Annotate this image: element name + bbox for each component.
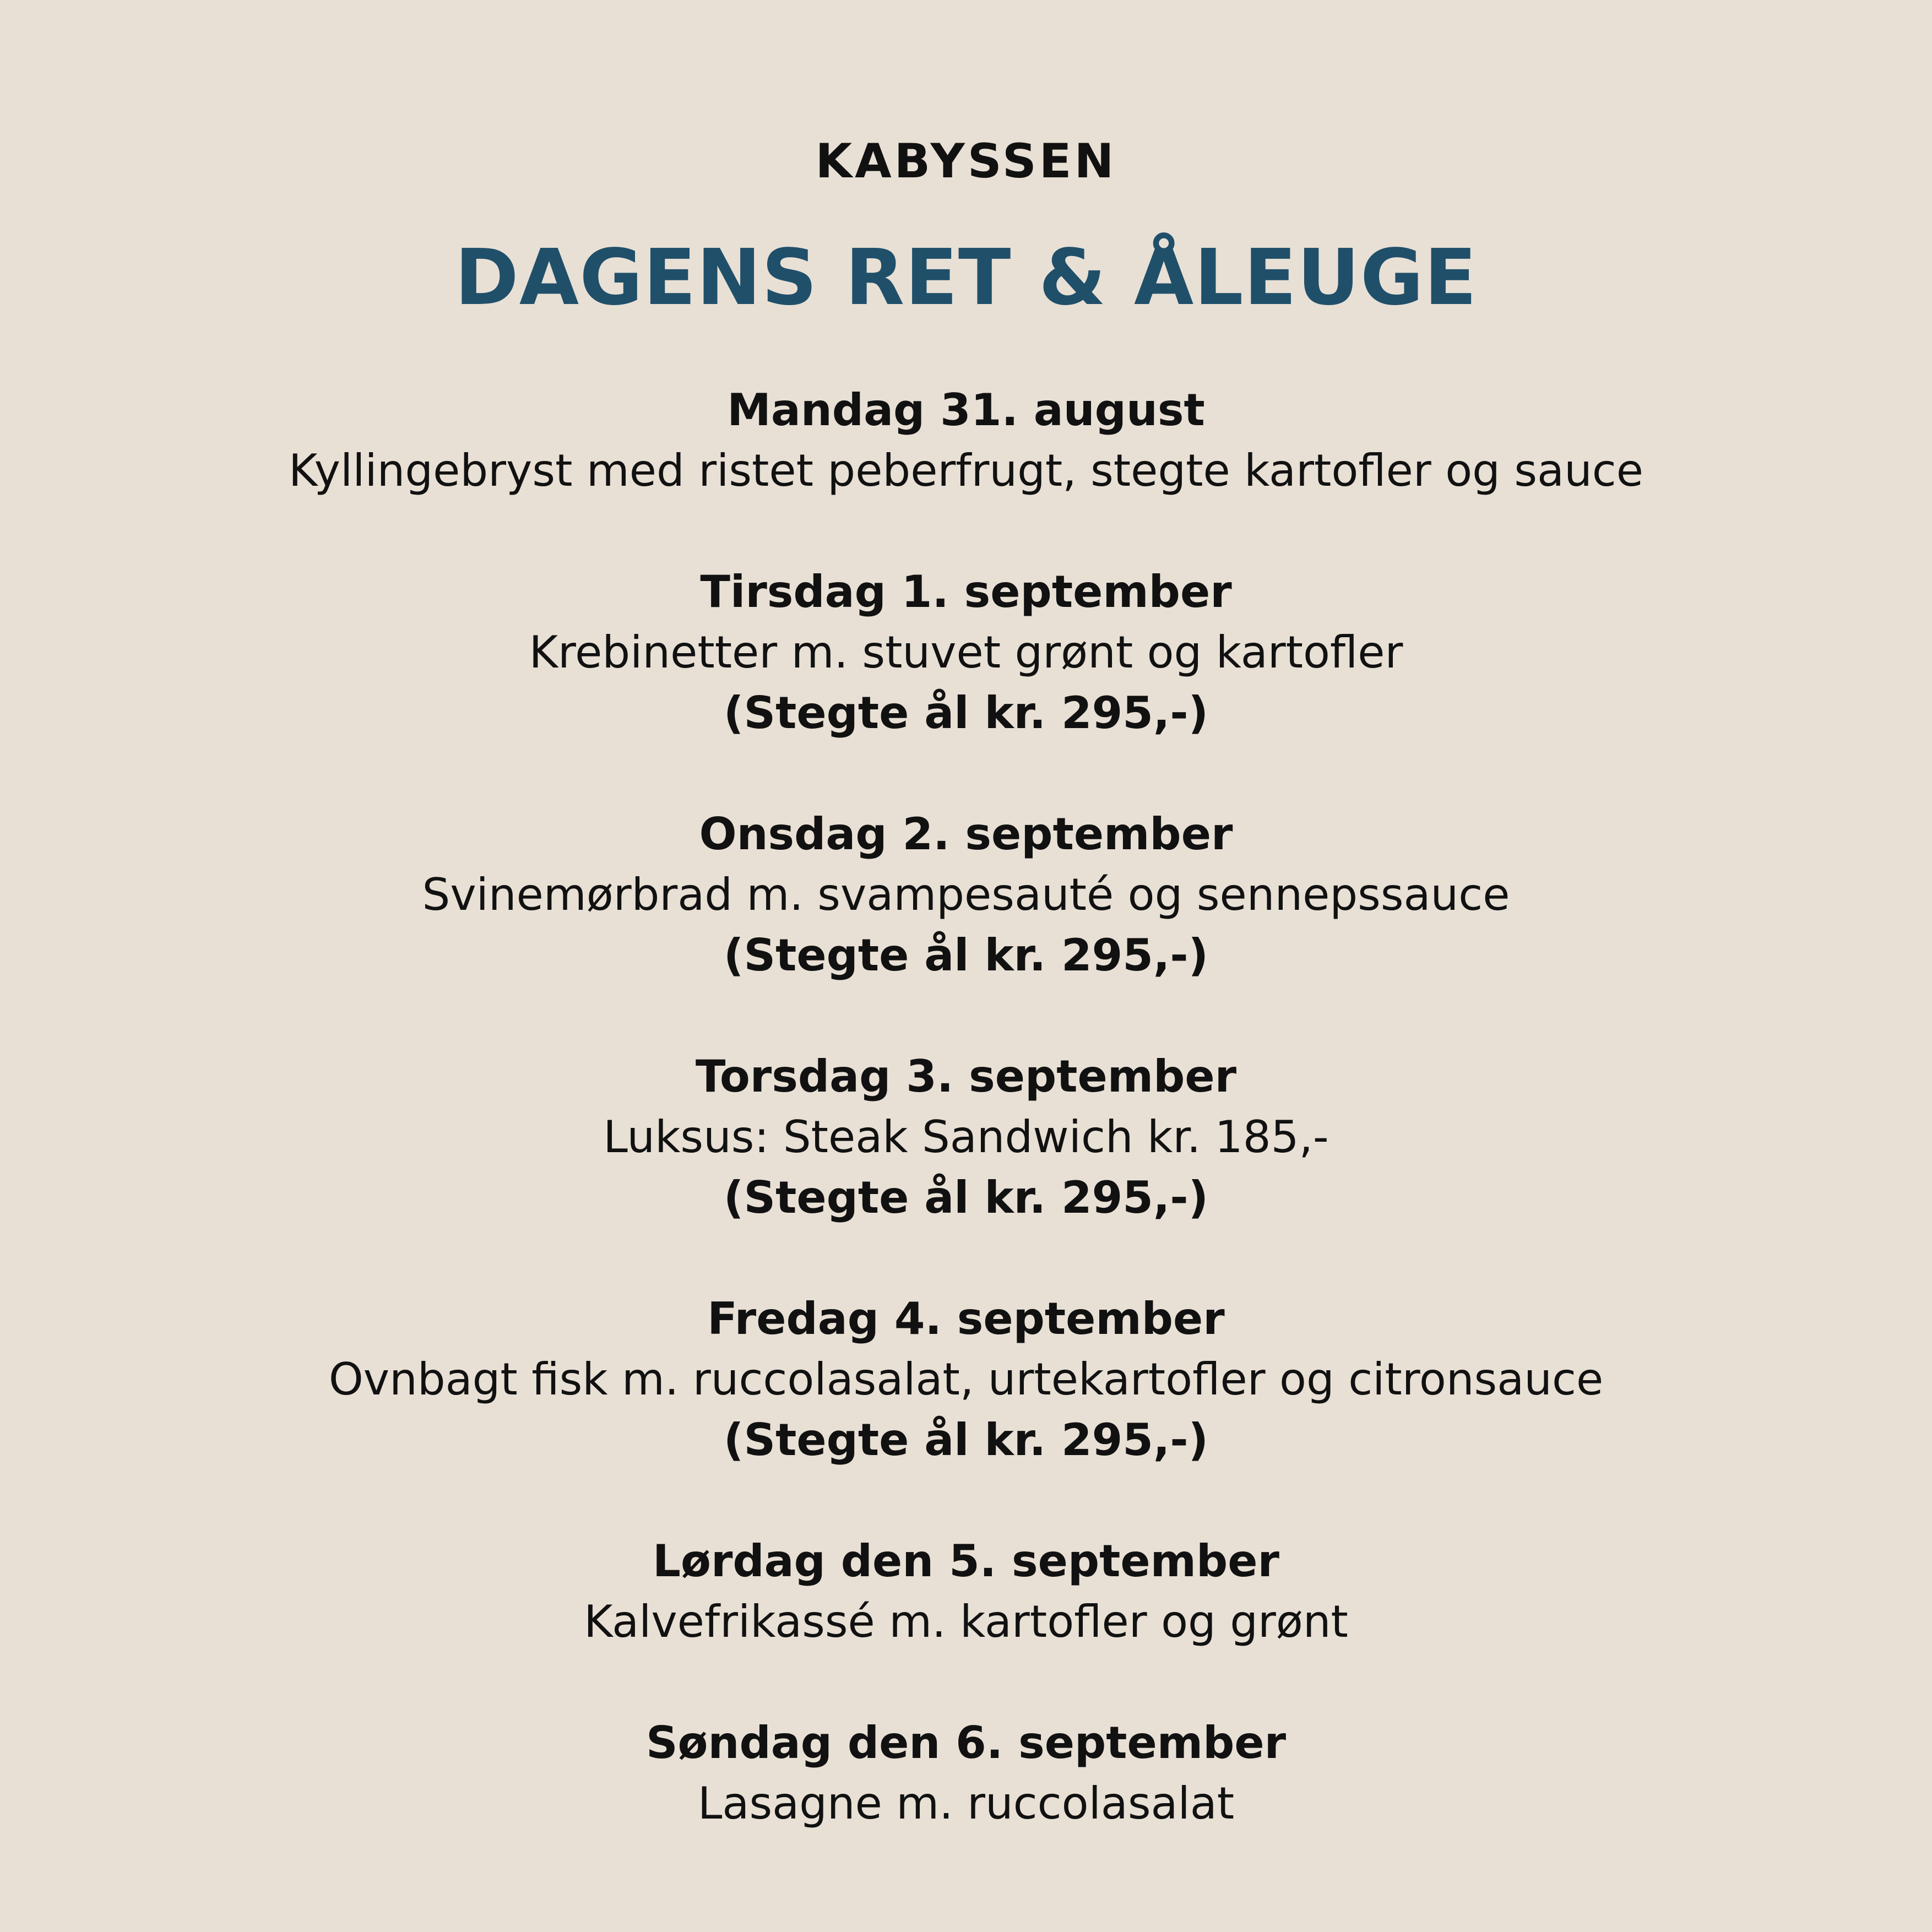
page-title: DAGENS RET & ÅLEUGE xyxy=(454,233,1478,323)
day-title: Mandag 31. august xyxy=(727,384,1205,436)
day-title: Torsdag 3. september xyxy=(695,1051,1237,1102)
day-dish: Lasagne m. ruccolasalat xyxy=(697,1778,1235,1829)
day-dish: Luksus: Steak Sandwich kr. 185,- xyxy=(603,1111,1329,1163)
daily-menu-list xyxy=(0,380,1932,1834)
day-title: Onsdag 2. september xyxy=(699,808,1233,860)
day-entry-tuesday xyxy=(0,562,1932,744)
day-dish: Krebinetter m. stuvet grønt og kartofler xyxy=(529,627,1403,678)
eel-price: (Stegte ål kr. 295,-) xyxy=(723,930,1209,981)
day-dish: Ovnbagt fisk m. ruccolasalat, urtekartofler og citronsauce xyxy=(328,1354,1604,1405)
day-dish: Svinemørbrad m. svampesauté og sennepssauce xyxy=(422,869,1510,920)
day-entry-friday xyxy=(0,1289,1932,1470)
day-dish: Kyllingebryst med ristet peberfrugt, stegte kartofler og sauce xyxy=(289,445,1643,496)
day-entry-saturday xyxy=(0,1531,1932,1652)
eel-price: (Stegte ål kr. 295,-) xyxy=(723,687,1209,739)
day-entry-wednesday xyxy=(0,804,1932,986)
day-dish: Kalvefrikassé m. kartofler og grønt xyxy=(584,1596,1348,1647)
day-entry-sunday xyxy=(0,1713,1932,1834)
brand-name: KABYSSEN xyxy=(815,134,1117,189)
day-entry-thursday xyxy=(0,1046,1932,1228)
eel-price: (Stegte ål kr. 295,-) xyxy=(723,1172,1209,1223)
day-title: Fredag 4. september xyxy=(707,1293,1225,1344)
day-title: Lørdag den 5. september xyxy=(653,1535,1279,1587)
day-entry-monday xyxy=(0,380,1932,501)
day-title: Søndag den 6. september xyxy=(645,1717,1287,1768)
day-title: Tirsdag 1. september xyxy=(700,566,1232,617)
eel-price: (Stegte ål kr. 295,-) xyxy=(723,1414,1209,1466)
